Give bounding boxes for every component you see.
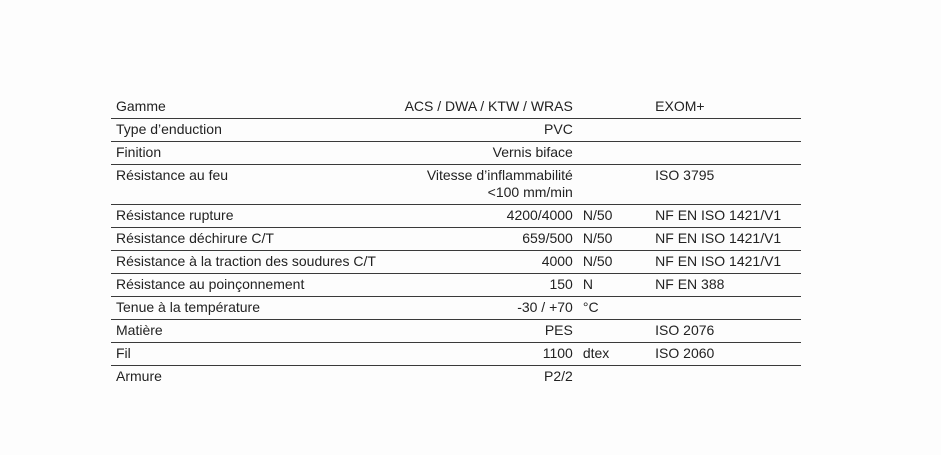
table-row (111, 320, 801, 343)
row-label: Résistance au poinçonnement (111, 274, 380, 297)
row-unit (573, 142, 655, 165)
row-norm: ISO 2060 (655, 343, 801, 366)
row-unit: N (573, 274, 655, 297)
row-unit: N/50 (573, 205, 655, 228)
row-norm (655, 366, 801, 389)
table-row (111, 251, 801, 274)
table-row (111, 366, 801, 389)
row-value: ACS / DWA / KTW / WRAS (380, 96, 573, 119)
row-unit (573, 366, 655, 389)
row-value: 659/500 (380, 228, 573, 251)
row-value: 4200/4000 (380, 205, 573, 228)
table-row (111, 205, 801, 228)
row-value-line: Vitesse d’inflammabilité (426, 167, 573, 183)
table-row (111, 96, 801, 119)
row-value: 4000 (380, 251, 573, 274)
row-label: Gamme (111, 96, 380, 119)
row-value: PES (380, 320, 573, 343)
row-label: Résistance à la traction des soudures C/T (111, 251, 380, 274)
row-value (380, 165, 573, 205)
row-norm: EXOM+ (655, 96, 801, 119)
row-value-line: <100 mm/min (487, 184, 573, 200)
row-norm: ISO 3795 (655, 165, 801, 205)
row-norm (655, 297, 801, 320)
row-norm: ISO 2076 (655, 320, 801, 343)
row-label: Finition (111, 142, 380, 165)
row-norm (655, 142, 801, 165)
row-norm: NF EN ISO 1421/V1 (655, 228, 801, 251)
row-label: Résistance déchirure C/T (111, 228, 380, 251)
row-label: Type d’enduction (111, 119, 380, 142)
row-label: Tenue à la température (111, 297, 380, 320)
row-unit (573, 119, 655, 142)
row-label: Résistance rupture (111, 205, 380, 228)
row-label: Fil (111, 343, 380, 366)
row-value: 1100 (380, 343, 573, 366)
row-unit: N/50 (573, 251, 655, 274)
spec-table (111, 96, 801, 388)
row-unit: dtex (573, 343, 655, 366)
table-row (111, 274, 801, 297)
row-value: 150 (380, 274, 573, 297)
table-row (111, 228, 801, 251)
row-label: Résistance au feu (111, 165, 380, 205)
table-row (111, 343, 801, 366)
row-unit: N/50 (573, 228, 655, 251)
row-label: Matière (111, 320, 380, 343)
row-value: P2/2 (544, 368, 573, 384)
row-label: Armure (116, 368, 162, 384)
row-unit (573, 320, 655, 343)
row-norm (655, 119, 801, 142)
table-row (111, 142, 801, 165)
row-norm: NF EN 388 (655, 274, 801, 297)
row-value: -30 / +70 (380, 297, 573, 320)
table-row (111, 297, 801, 320)
table-row (111, 165, 801, 205)
row-unit (573, 96, 655, 119)
row-norm: NF EN ISO 1421/V1 (655, 251, 801, 274)
table-row (111, 119, 801, 142)
row-value: Vernis biface (380, 142, 573, 165)
row-value: PVC (380, 119, 573, 142)
row-norm: NF EN ISO 1421/V1 (655, 205, 801, 228)
row-unit (573, 165, 655, 205)
row-unit: °C (573, 297, 655, 320)
